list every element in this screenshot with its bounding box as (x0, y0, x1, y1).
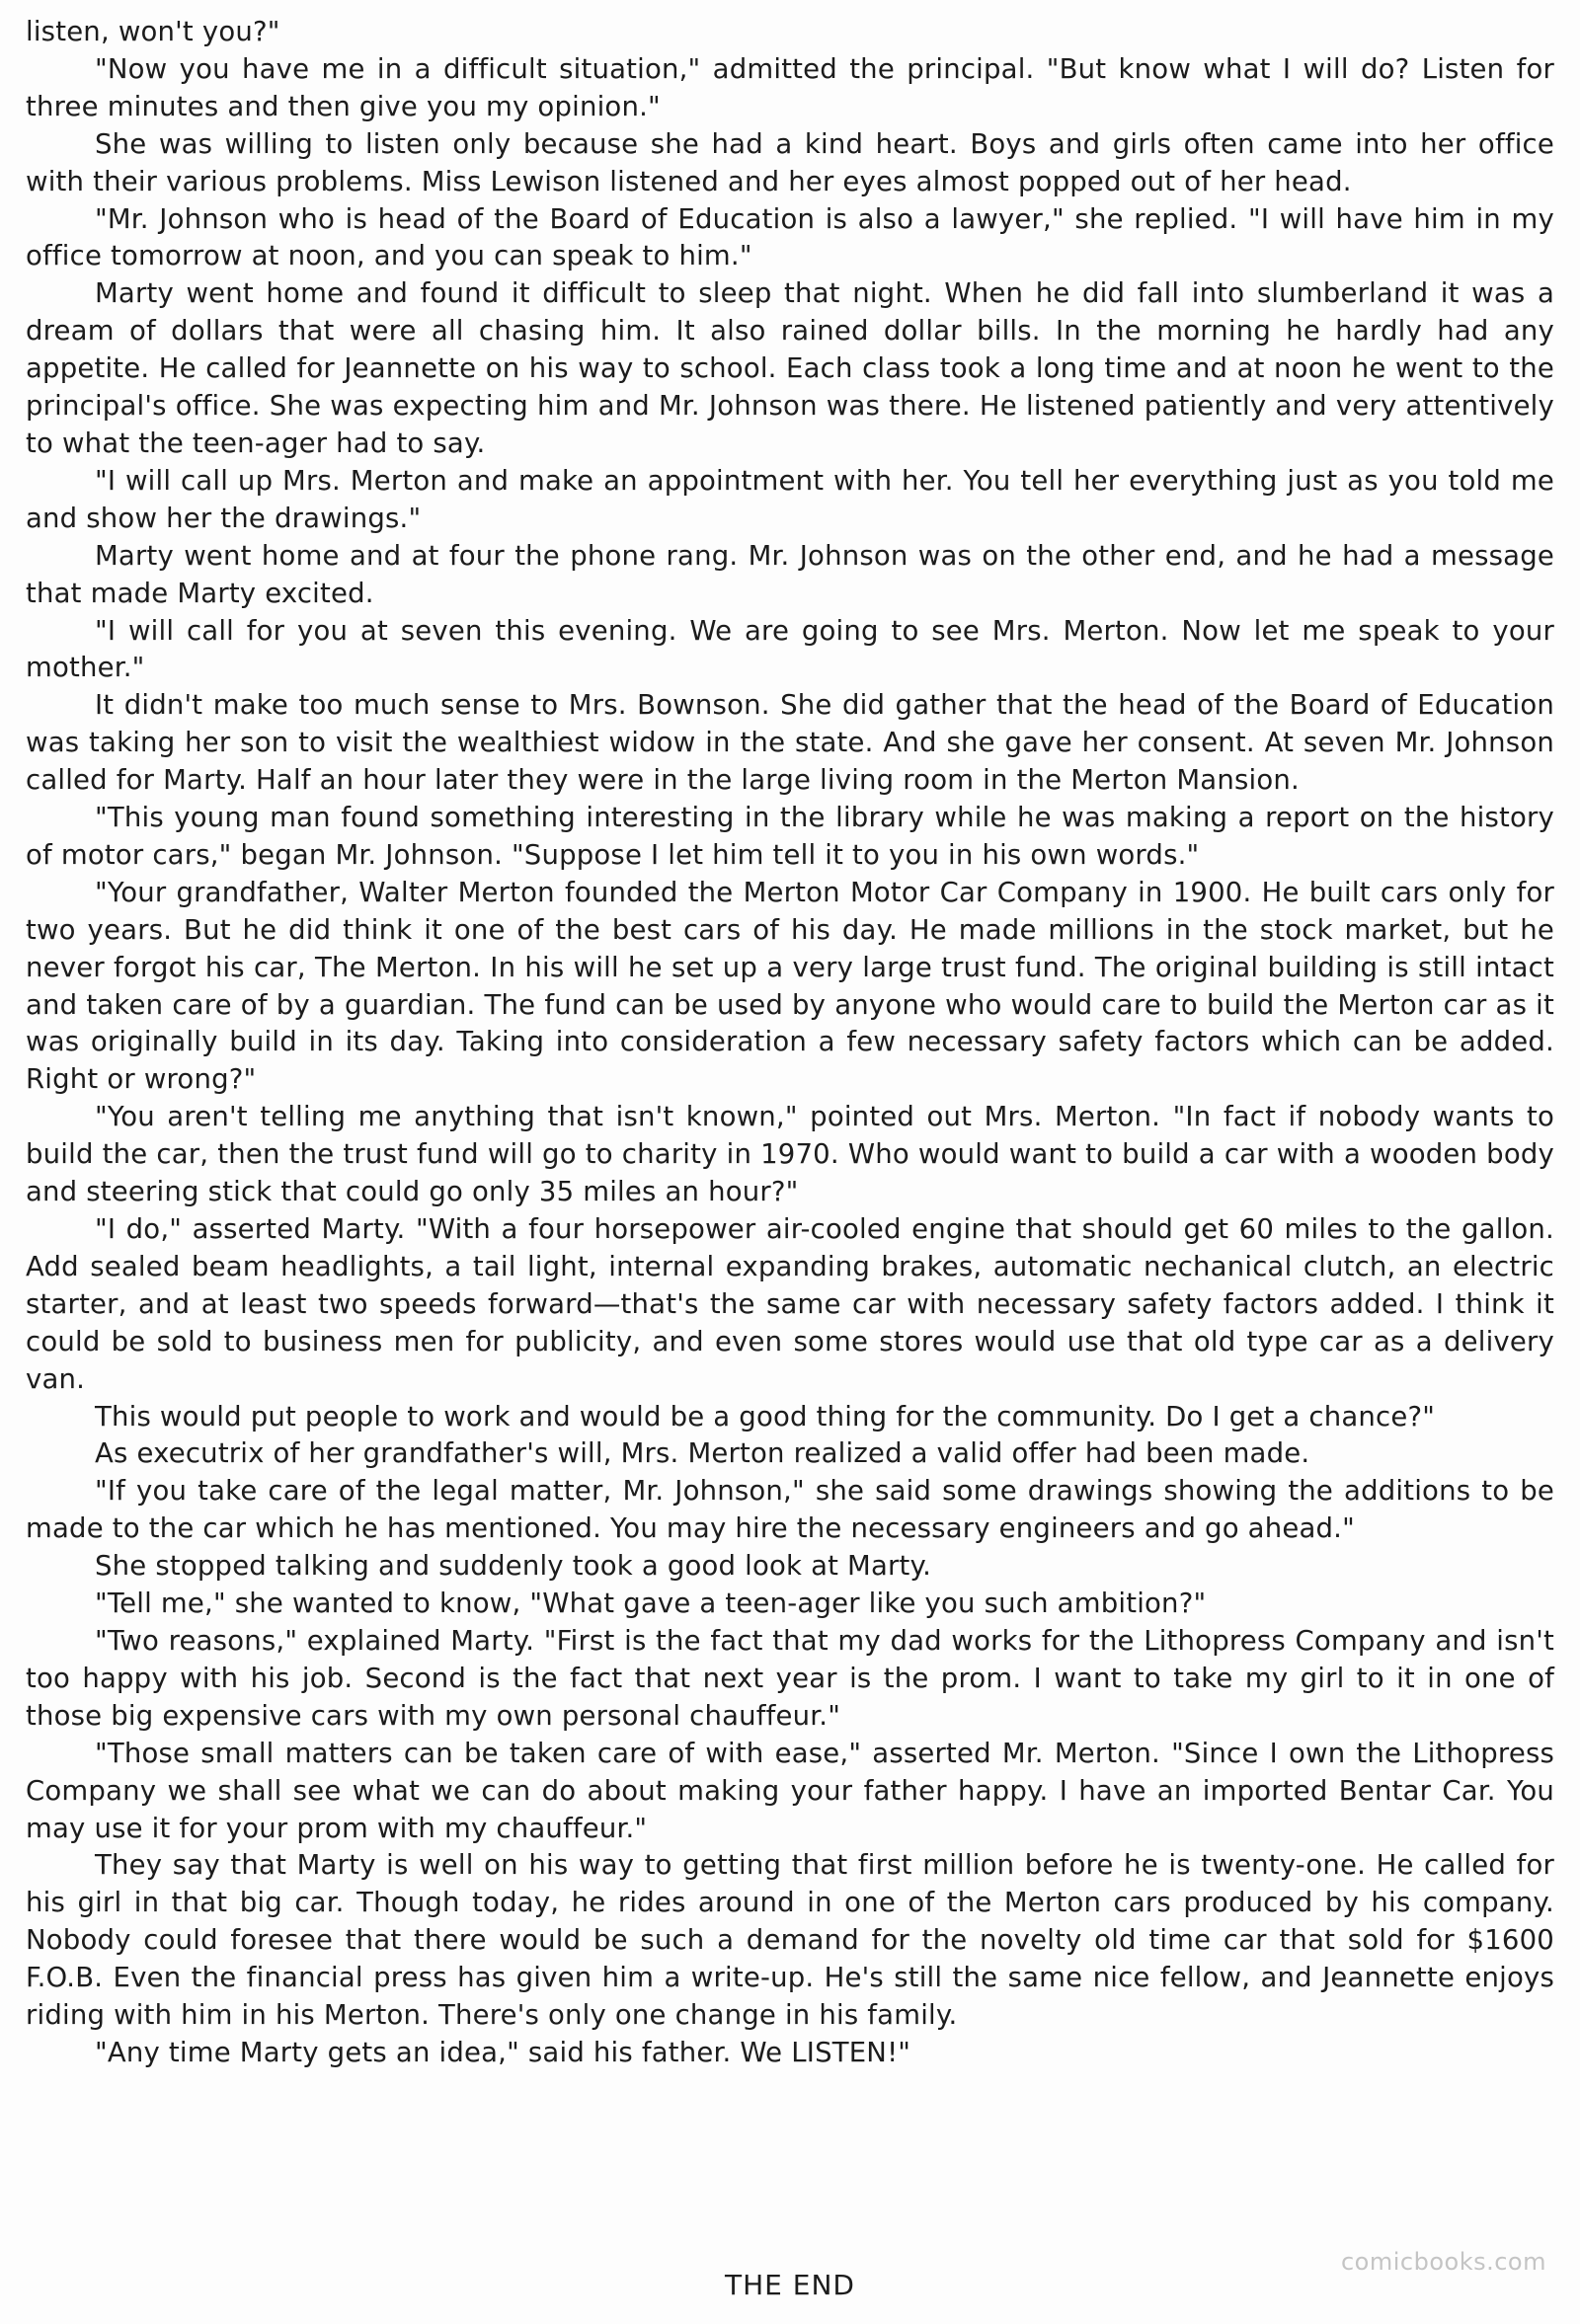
the-end-label: THE END (725, 2269, 855, 2301)
site-watermark: comicbooks.com (1340, 2248, 1546, 2276)
paragraph: "Those small matters can be taken care of with ease," asserted Mr. Merton. "Since I own the Lithopress Company we shall see what we can do about making your father happy. I have an imported Bentar Car. You may use it for your prom with my chauffeur." (26, 1737, 1554, 1844)
paragraph: "Tell me," she wanted to know, "What gave a teen-ager like you such ambition?" (95, 1588, 1207, 1620)
paragraph: "Two reasons," explained Marty. "First is the fact that my dad works for the Lithopress Company and isn't too happy with his job. Second is the fact that next year is the prom. I want to take my girl to it in one of those big expensive cars with my own personal chauffeur." (26, 1624, 1554, 1732)
paragraph: "Any time Marty gets an idea," said his father. We LISTEN!" (95, 2036, 911, 2068)
paragraph: "I do," asserted Marty. "With a four horsepower air-cooled engine that should get 60 miles to the gallon. Add sealed beam headlights, a tail light, internal expanding brakes, automatic nechanical clutch, an electric starter, and at least two speeds forward—that's the same car with necessary safety factors added. I think it could be sold to business men for publicity, and even some stores would use that old type car as a delivery van. (26, 1213, 1554, 1395)
paragraph: "If you take care of the legal matter, Mr. Johnson," she said some drawings showing the additions to be made to the car which he has mentioned. You may hire the necessary engineers and go ahead." (26, 1475, 1554, 1545)
paragraph: It didn't make too much sense to Mrs. Bownson. She did gather that the head of the Board of Education was taking her son to visit the wealthiest widow in the state. And she gave her consent. At seven Mr. Johnson called for Marty. Half an hour later they were in the large living room in the Merton Mansion. (26, 689, 1554, 797)
paragraph: Marty went home and found it difficult to sleep that night. When he did fall into slumberland it was a dream of dollars that were all chasing him. It also rained dollar bills. In the morning he hardly had any appetite. He called for Jeannette on his way to school. Each class took a long time and at noon he went to the principal's office. She was expecting him and Mr. Johnson was there. He listened patiently and very attentively to what the teen-ager had to say. (26, 277, 1554, 459)
paragraph: Marty went home and at four the phone rang. Mr. Johnson was on the other end, and he had a message that made Marty excited. (26, 539, 1554, 609)
paragraph: "You aren't telling me anything that isn't known," pointed out Mrs. Merton. "In fact if nobody wants to build the car, then the trust fund will go to charity in 1970. Who would want to build a car with a wooden body and steering stick that could go only 35 miles an hour?" (26, 1101, 1554, 1208)
paragraph: "Now you have me in a difficult situation," admitted the principal. "But know what I will do? Listen for three minutes and then give you my opinion." (26, 52, 1554, 122)
paragraph: "Mr. Johnson who is head of the Board of Education is also a lawyer," she replied. "I will have him in my office tomorrow at noon, and you can speak to him." (26, 202, 1554, 272)
paragraph: "I will call up Mrs. Merton and make an appointment with her. You tell her everything just as you told me and show her the drawings." (26, 464, 1554, 534)
paragraph: This would put people to work and would be a good thing for the community. Do I get a chance?" (95, 1400, 1436, 1433)
paragraph: "I will call for you at seven this evening. We are going to see Mrs. Merton. Now let me speak to your mother." (26, 614, 1554, 684)
paragraph: She stopped talking and suddenly took a good look at Marty. (95, 1550, 932, 1583)
paragraph: As executrix of her grandfather's will, Mrs. Merton realized a valid offer had been made. (95, 1437, 1310, 1470)
paragraph: They say that Marty is well on his way to getting that first million before he is twenty-one. He called for his girl in that big car. Though today, he rides around in one of the Merton cars produced by his company. Nobody could foresee that there would be such a demand for the novelty old time car that sold for $1600 F.O.B. Even the financial press has given him a write-up. He's still the same nice fellow, and Jeannette enjoys riding with him in his Merton. There's only one change in his family. (26, 1849, 1554, 2032)
paragraph: "This young man found something interesting in the library while he was making a report on the history of motor cars," began Mr. Johnson. "Suppose I let him tell it to you in his own words." (26, 802, 1554, 871)
paragraph: She was willing to listen only because she had a kind heart. Boys and girls often came into her office with their various problems. Miss Lewison listened and her eyes almost popped out of her head. (26, 127, 1554, 197)
story-text (26, 14, 1554, 2072)
paragraph: "Your grandfather, Walter Merton founded the Merton Motor Car Company in 1900. He built cars only for two years. But he did think it one of the best cars of his day. He made millions in the stock market, but he never forgot his car, The Merton. In his will he set up a very large trust fund. The original building is still intact and taken care of by a guardian. The fund can be used by anyone who would care to build the Merton car as it was originally build in its day. Taking into consideration a few necessary safety factors which can be added. Right or wrong?" (26, 876, 1554, 1096)
paragraph: listen, won't you?" (26, 16, 280, 47)
